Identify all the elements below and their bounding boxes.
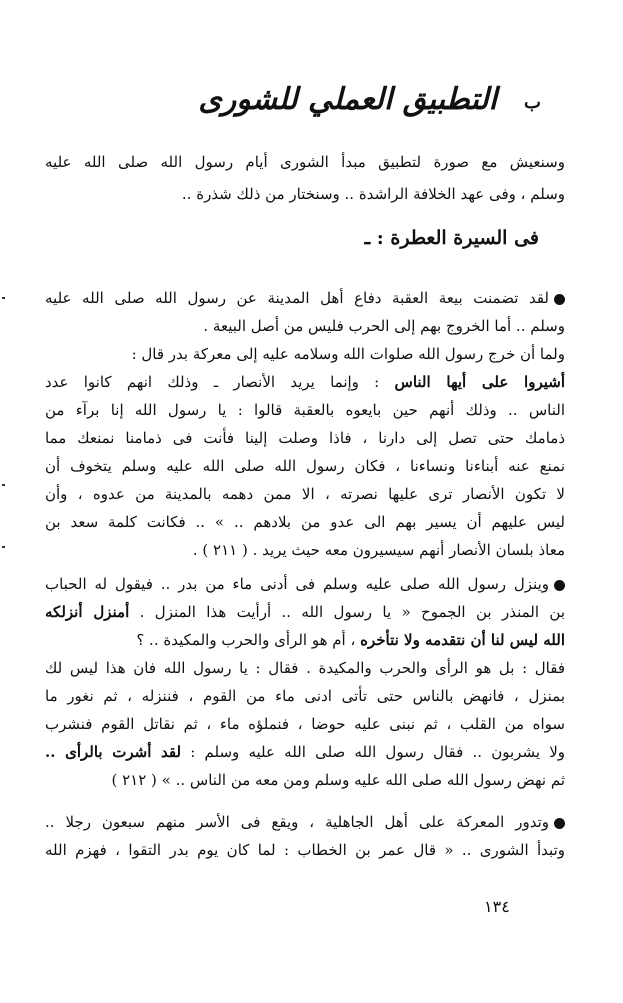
- body-line: ثم نهض رسول الله صلى الله عليه وسلم ومن معه من الناس .. » ( ٢١٢ ): [111, 771, 565, 789]
- margin-mark: [2, 297, 5, 299]
- body-line: سواه من القلب ، ثم نبنى عليه حوضا ، فنملؤه ماء ، ثم نقاتل القوم فنشرب: [45, 715, 565, 733]
- quote-bold: أشيروا على أيها الناس: [394, 373, 565, 391]
- body-line: وسلم .. أما الخروج بهم إلى الحرب فليس من أصل البيعة .: [203, 317, 565, 335]
- body-line: أشيروا على أيها الناس : وإنما يريد الأنصار ـ وذلك انهم كانوا عدد: [45, 373, 565, 391]
- body-line: ولا يشربون .. فقال رسول الله صلى الله عليه وسلم : لقد أشرت بالرأى ..: [45, 743, 565, 761]
- bullet-icon: [554, 580, 565, 591]
- quote-bold: الله ليس لنا أن نتقدمه ولا نتأخره: [360, 631, 565, 649]
- intro-line-2: وسلم ، وفى عهد الخلافة الراشدة .. وسنختار من ذلك شذرة ..: [181, 185, 565, 203]
- body-line: لقد تضمنت بيعة العقبة دفاع أهل المدينة عن رسول الله صلى الله عليه: [45, 286, 565, 310]
- body-line: وينزل رسول الله صلى عليه وسلم فى أدنى ماء من بدر .. فيقول له الحباب: [45, 572, 565, 596]
- body-line: الله ليس لنا أن نتقدمه ولا نتأخره ، أم هو الرأى والحرب والمكيدة .. ؟: [136, 631, 565, 649]
- bullet-icon: [554, 294, 565, 305]
- subheading: فى السيرة العطرة : ـ: [364, 227, 539, 249]
- intro-line-1: وسنعيش مع صورة لتطبيق مبدأ الشورى أيام رسول الله صلى الله عليه: [45, 153, 565, 171]
- body-line: فقال : بل هو الرأى والحرب والمكيدة . فقال : يا رسول الله فان هذا ليس لك: [45, 659, 565, 677]
- body-line: معاذ بلسان الأنصار أنهم سيسيرون معه حيث يريد . ( ٢١١ ) .: [192, 541, 565, 559]
- quote-bold: لقد أشرت بالرأى ..: [45, 743, 182, 761]
- body-line: لا تكون الأنصار ترى عليها نصرته ، الا ممن دهمه بالمدينة من عدوه ، وأن: [45, 485, 565, 503]
- body-line: ذمامك حتى تصل إلى دارنا ، فاذا وصلت إلينا فأنت فى ذمامنا نمنعك مما: [45, 429, 565, 447]
- body-line: وتدور المعركة على أهل الجاهلية ، ويقع فى الأسر منهم سبعون رجلا ..: [45, 810, 565, 834]
- margin-mark: [2, 484, 5, 486]
- body-line: نمنع عنه أبناءنا ونساءنا ، فكان رسول الله صلى الله عليه وسلم يتخوف أن: [45, 457, 565, 475]
- body-line: الناس .. وذلك أنهم حين بايعوه بالعقبة قالوا : يا رسول الله إنا برآء من: [45, 401, 565, 419]
- body-line: بن المنذر بن الجموح « يا رسول الله .. أرأيت هذا المنزل . أمنزل أنزلكه: [45, 603, 565, 621]
- section-title: التطبيق العملي للشورى: [198, 82, 497, 117]
- body-line: ليس عليهم أن يسير بهم الى عدو من بلادهم .. » .. فكانت كلمة سعد بن: [45, 513, 565, 531]
- quote-bold: أمنزل أنزلكه: [45, 603, 130, 621]
- section-letter: ب: [524, 92, 541, 113]
- body-line: بمنزل ، فانهض بالناس حتى تأتى ادنى ماء من القوم ، فننزله ، ثم نغور ما: [45, 687, 565, 705]
- page-number: ١٣٤: [484, 897, 510, 916]
- bullet-icon: [554, 818, 565, 829]
- margin-mark: [2, 546, 5, 548]
- body-line: ولما أن خرج رسول الله صلوات الله وسلامه عليه إلى معركة بدر قال :: [131, 345, 565, 363]
- body-line: وتبدأ الشورى .. « قال عمر بن الخطاب : لما كان يوم بدر التقوا ، فهزم الله: [45, 841, 565, 859]
